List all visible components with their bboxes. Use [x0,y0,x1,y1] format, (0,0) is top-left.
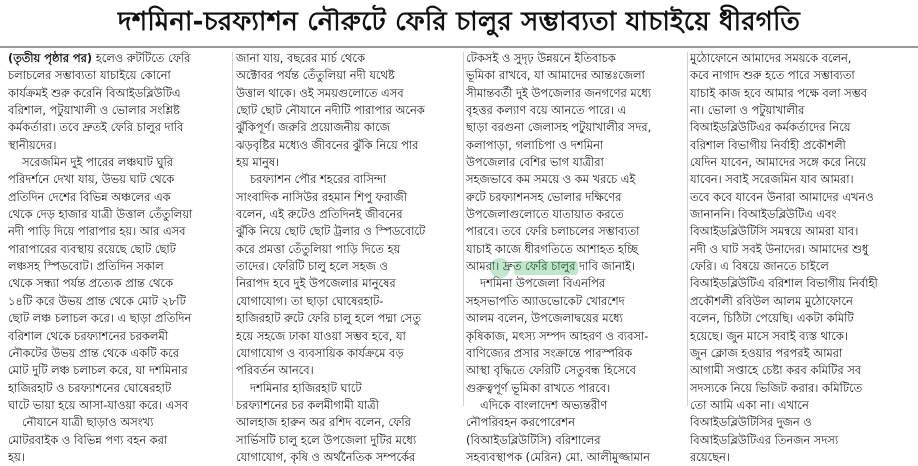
article-text-line: উপজেলাগুলোতে যাতায়াত করতে [466,207,624,222]
article-text-line: কৃষিকাজ, মৎস্য সম্পদ আহরণ ও ব্যবসা- [466,328,649,343]
article-text-line: সরেজমিন দুই পারের লঞ্চঘাট ঘুরি [22,155,174,170]
article-text-line: চরফ্যাশনের চর কলমীগামী যাত্রী [236,397,379,412]
article-text-line: ১৪টি করে উভয় প্রান্ত থেকে মোট ২৮টি [8,293,186,308]
article-text-line: না। ভোলা ও পটুয়াখালীর [690,103,805,118]
article-text-line: যেদিন যাবেন, আমাদের সঙ্গে করে নিয়ে [690,155,867,170]
article-text-line: সহসভাপতি অ্যাডভোকেট খোরশেদ [466,293,625,308]
article-text-line: দশমিনা উপজেলা বিএনপির [480,276,606,291]
article-column-2 [236,50,464,464]
article-text-line: করে প্রমত্তা তেঁতুলিয়া পাড়ি দিতে হয় [236,241,401,256]
article-text-line: যাচাই কাজ হবে আমার পক্ষে বলা সম্ভব [690,85,868,100]
article-text-line: তাদের। ফেরিটি চালু হলে সহজ ও [236,259,388,274]
article-text-line: ভূমিকা রাখবে, যা আমাদের আন্তঃজেলা [466,68,645,83]
article-text-line: থেকে সন্ধ্যা পর্যন্ত প্রত্যেক প্রান্ত থেকে [8,276,174,291]
article-text-line: বৃহত্তর কল্যাণ বয়ে আনতে পারে। এ [466,103,627,118]
article-text-line: কর্মকর্তারা। তবে দ্রুতই ফেরি চালুর দাবি [8,120,184,135]
article-text-line: নদী পাড়ি দিয়ে পারাপার হয়। আর এসব [8,224,186,239]
article-text-line: যোগাযোগ ও ব্যবসায়িক কার্যক্রমে বড় [236,345,404,360]
article-text-line: বরিশাল থেকে চরফ্যাশনের চরকলমী [8,328,168,343]
article-text-line: সীমান্তবর্তী দুই উপজেলার জনগণের মধ্যে [466,85,652,100]
article-text-line: বরিশাল, পটুয়াখালী ও ভোলার সংশ্লিষ্ট [8,103,180,118]
article-text-line: বলেন, চিঠিটা পেয়েছি। একটা কমিটি [690,311,854,326]
article-text-line: তো আমি একা না। এখানে [690,397,809,412]
article-text-line: বিআইডব্লিউটিসির দুজন ও [690,415,812,430]
article-text-line: তবে কবে যাবেন উনারা আমাদের এখনও [690,189,874,204]
article-text-line: হয় মানুষ। [236,155,280,170]
article-text-line: প্রকৌশলী রবিউল আলম মুঠোফোনে [690,293,853,308]
article-text-line: মোট দুটি লঞ্চ চলাচল করে, যা দশমিনার [8,363,188,378]
article-text-line: নৌকটের উভয় প্রান্ত থেকে একটি করে [8,345,179,360]
article-text-line: গুরুত্বপূর্ণ ভূমিকা রাখতে পারবে। [466,380,611,395]
article-text-line: হয়। [8,449,25,464]
continued-from-tag: (তৃতীয় পৃষ্ঠার পর) [8,51,93,65]
article-text-line: অক্টোবর পর্যন্ত তেঁতুলিয়া নদী যথেষ্ট [236,68,395,83]
article-text-line: ঝড়বৃষ্টির মধ্যেও জীবনের ঝুঁকি নিয়ে পার [236,137,419,152]
article-text-line: থেকে দেড় হাজার যাত্রী উত্তাল তেঁতুলিয়া [8,207,193,222]
article-text-line: লঞ্চসহ স্পিডবোট। প্রতিদিন সকাল [8,259,164,274]
column-4-body [690,50,915,466]
article-text-line: ঝুঁকি নিয়ে ছোট ছোট ট্রলার ও স্পিডবোটে [236,224,426,239]
article-text-line: সহজভাবে কম সময়ে ও কম খরচে এই [466,172,636,187]
article-text-line: নিরাপদ হবে দুই উপজেলার মানুষের [236,276,396,291]
article-text-line: বিআইডব্লিউটিএর তিনজন সদস্য [690,432,839,447]
article-text-line: দশমিনার হাজিরহাট ঘাটে [250,380,362,395]
article-text-line: ছোট ছোট নৌযানে নদীটি পারাপার অনেক [236,103,425,118]
article-text-line: ঝুঁকিপূর্ণ। জরুরি প্রয়োজনীয় কাজে [236,120,390,135]
article-text-line: যোগাযোগ, কৃষি ও অর্থনৈতিক সম্পর্কের [236,449,416,464]
article-text-line: বরিশাল বিভাগীয় নির্বাহী প্রকৌশলী [690,137,846,152]
article-text-line: উত্তাল থাকে। ওই সময়গুলোতে এসব [236,85,404,100]
column-2-body [236,50,464,466]
article-text-line: বলেন, এই রুটেও প্রতিদিনই জীবনের [236,207,403,222]
article-text-line: মুঠোফোনে আমাদের সময়কে বলেন, [690,51,852,65]
article-text-line: যোগাযোগ। তা ছাড়া ঘোষেরহাট- [236,293,384,308]
article-column-1 [8,50,230,464]
article-text-line: কলাপাড়া, গলাচিপা ও দশমিনা [466,137,604,152]
article-headline: দশমিনা-চরফ্যাশন নৌরুটে ফেরি চালুর সম্ভাব্যতা যাচাইয়ে ধীরগতি [117,7,801,37]
article-text-line: সাংবাদিক নাসিউর রহমান শিপু ফরাজী [236,189,407,204]
article-text-line: হাজিরহাট রুটে ফেরি চালু হলে পদ্মা সেতু [236,311,421,326]
article-text-line: আমরা। দ্রুত ফেরি চালুর দাবি জানাই। [466,259,636,274]
column-divider-2 [463,52,464,406]
article-column-4 [690,50,915,464]
article-text-line: জানা যায়, বছরের মার্চ থেকে [236,51,365,65]
article-text-line: যাবেন। সবাই সরেজমিন যাব আমরা। [690,172,854,187]
article-text-line: সার্ভিসটি চালু হলে উপজেলা দুটির মধ্যে [236,432,417,447]
article-text-line: (বিআইডব্লিউটিসি) বরিশালের [466,432,601,447]
article-text-line: আস্থা বৃদ্ধিতে ফেরিটি সেতুবন্ধ হিসেবে [466,363,636,378]
article-text-line: পারবে। তবে ফেরি চলাচলের সম্ভাব্যতা [466,224,640,239]
article-text-line: এদিকে বাংলাদেশ অভ্যন্তরীণ [480,397,608,412]
article-text-line: নৌপরিবহন করপোরেশন [466,415,575,430]
article-text-line: রয়েছেন। [690,449,730,464]
article-text-line: পারাপারের ব্যবস্থায় রয়েছে ছোট ছোট [8,241,176,256]
article-text-line: সদস্যকে নিয়ে ভিজিট করার। কমিটিতে [690,380,863,395]
article-text-line: হাজিরহাট ও চরফ্যাশনের ঘোষেরহাট [8,380,172,395]
article-text-line: জানাননি। বিআইডব্লিউটিএ এবং [690,207,837,222]
article-text-line: টেকসই ও সুদৃঢ় উন্নয়নে ইতিবাচক [466,51,616,65]
article-text-line: কার্যক্রমই শুরু করেনি বিআইডব্লিউটিএ [8,85,181,100]
column-1-lead-text: হলেও রুটটিতে ফেরি [92,51,191,65]
column-divider-1 [232,52,233,406]
article-text-line: মোটরবাইক ও বিভিন্ন পণ্য বহন করা [8,432,168,447]
article-text-line: প্রতিদিন দেশের বিভিন্ন অঞ্চলের এক [8,189,171,204]
column-1-first-line [8,50,230,67]
article-column-3 [466,50,688,464]
article-text-line: ঘাটে ভায়া হয়ে আসা-যাওয়া করে। এসব [8,397,189,412]
article-text-line: আগামী সপ্তাহে চেষ্টা করব কমিটির সব [690,363,862,378]
article-text-line: রুটে চরফ্যাশনসহ ভোলার দক্ষিণের [466,189,622,204]
article-text-line: বাণিজ্যের প্রসার সংক্রান্তে পারস্পরিক [466,345,633,360]
article-text-line: ফেরি। এ বিষয়ে জানতে চাইলে [690,259,829,274]
article-text-line: জুন ক্লোজ হওয়ার পরপরই আমরা [690,345,843,360]
article-text-line: হয়ে সহজে ঢাকা যাওয়া সম্ভব হবে, যা [236,328,406,343]
article-text-line: ছাড়া বরগুনা জেলাসহ পটুয়াখালীর সদর, [466,120,652,135]
column-divider-3 [687,52,688,406]
article-text-line: পরিদর্শনে দেখা যায়, উভয় ঘাট থেকে [8,172,175,187]
article-text-line: চলাচলের সম্ভাব্যতা যাচাইয়ে কোনো [8,68,171,83]
article-text-line: চরফ্যাশন পৌর শহরের বাসিন্দা [250,172,387,187]
article-text-line: নদী ও ঘাট সবই উনাদের। আমাদের শুধু [690,241,869,256]
article-text-line: যাচাই কাজে ধীরগতিতে আশাহত হচ্ছি [466,241,638,256]
article-text-line: স্থানীয়দের। [8,137,57,152]
article-text-line: হয়েছে। জুন মাসে সবাই ব্যস্ত থাকে। [690,328,848,343]
column-1-body [8,67,230,466]
article-text-line: আলহাজ হারুন অর রশিদ বলেন, ফেরি [236,415,411,430]
article-text-line: ছোট লঞ্চ চলাচল করে। এ ছাড়া প্রতিদিন [8,311,192,326]
article-text-line: বিআইডব্লিউটিএর কর্মকর্তাদের নিয়ে [690,120,851,135]
article-text-line: পরিবর্তন আনবে। [236,363,314,378]
article-text-line: আলম বলেন, উপজেলাদ্বয়ের মধ্যে [466,311,623,326]
article-text-line: সহব্যবস্থাপক (মেরিন) মো. আলীমুজ্জামান [466,449,650,464]
article-text-line: উপজেলার বেশির ভাগ যাত্রীরা [466,155,604,170]
article-text-line: বিআইডব্লিউটিসি সমন্বয়ে আমরা যাব। [690,224,859,239]
article-text-line: কবে নাগাদ শুরু হতে পারে সম্ভাব্যতা [690,68,855,83]
column-3-body [466,50,688,466]
article-text-line: বিআইডব্লিউটিএ বরিশাল বিভাগীয় নির্বাহী [690,276,878,291]
article-text-line: নৌযানে যাত্রী ছাড়াও অসংখ্য [22,415,154,430]
headline-divider [0,46,918,48]
